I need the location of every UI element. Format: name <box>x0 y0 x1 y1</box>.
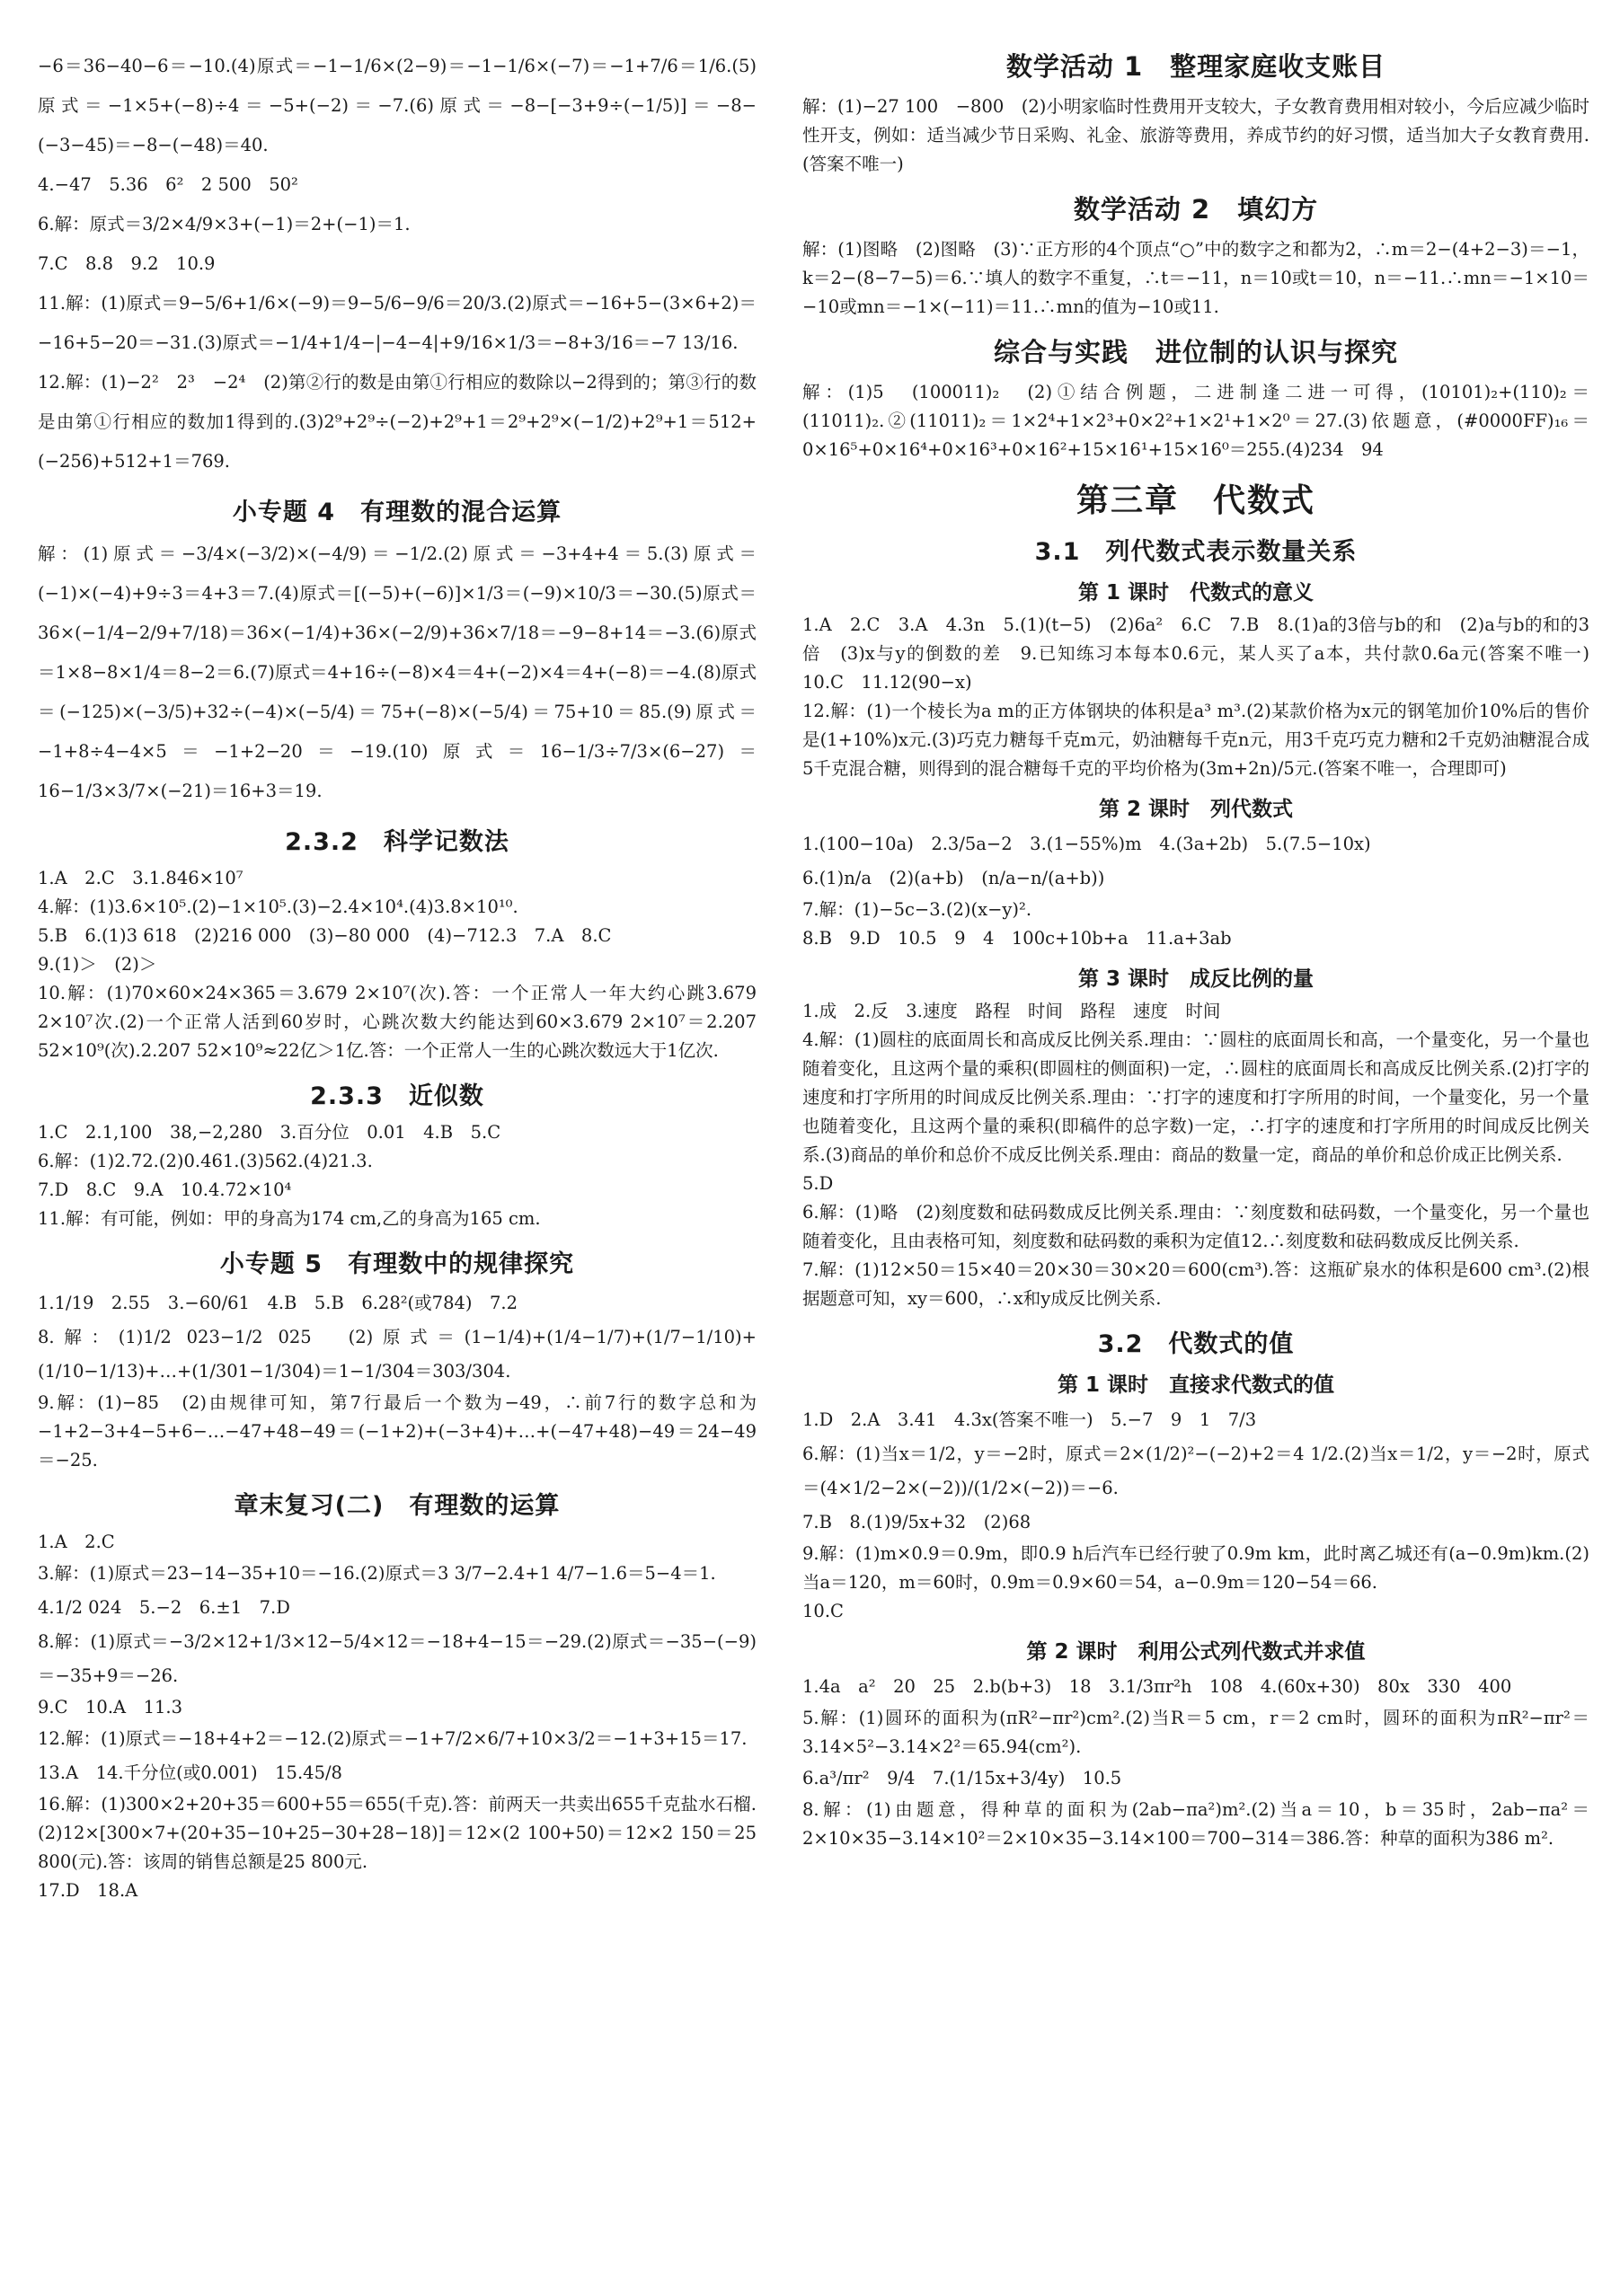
answer-text: 12.解：(1)原式＝−18+4+2＝−12.(2)原式＝−1+7/2×6/7+10×3/2＝−1+3+15＝17. <box>38 1728 748 1749</box>
answer-text: 1.1/19 2.55 3.−60/61 4.B 5.B 6.28²(或784) 7.2 <box>38 1293 518 1313</box>
answer-text: 7.解：(1)−5c−3.(2)(x−y)². <box>802 899 1032 920</box>
answer-text: 1.(100−10a) 2.3/5a−2 3.(1−55%)m 4.(3a+2b) 5.(7.5−10x) <box>802 834 1371 854</box>
lesson-heading: 第 2 课时 列代数式 <box>1098 798 1294 821</box>
answer-text: 9.(1)＞ (2)＞ <box>38 954 157 975</box>
answer-text: 1.A 2.C 3.1.846×10⁷ <box>38 868 243 888</box>
answer-text: 11.解：有可能，例如：甲的身高为174 cm,乙的身高为165 cm. <box>38 1208 541 1229</box>
answer-text: 1.成 2.反 3.速度 路程 时间 路程 速度 时间 <box>802 1001 1221 1021</box>
section-heading: 3.2 代数式的值 <box>1097 1330 1295 1358</box>
answer-text: 9.解：(1)m×0.9＝0.9m，即0.9 h后汽车已经行驶了0.9m km，此时离乙城还有(a−0.9m)km.(2)当a＝120，m＝60时，0.9m＝0.9×60＝54，a−0.9m＝120−54＝66. <box>802 1543 1589 1593</box>
answer-text: 9.C 10.A 11.3 <box>38 1697 183 1718</box>
answer-text: 12.解：(1)一个棱长为a m的正方体钢块的体积是a³ m³.(2)某款价格为x元的钢笔加价10%后的售价是(1+10%)x元.(3)巧克力糖每千克m元，奶油糖每千克n元，用3千克巧克力糖和2千克奶油糖混合成5千克混合糖，则得到的混合糖每千克的平均价格为(3m+2n)/5元.(答案不唯一，合理即可) <box>802 701 1589 779</box>
section-heading: 数学活动 1 整理家庭收支账目 <box>1005 51 1386 82</box>
section-heading: 综合与实践 进位制的认识与探究 <box>993 337 1398 367</box>
answer-text: 6.解：原式＝3/2×4/9×3+(−1)＝2+(−1)＝1. <box>38 214 411 234</box>
answer-text: 解：(1)原式＝−3/4×(−3/2)×(−4/9)＝−1/2.(2)原式＝−3+4+4＝5.(3)原式＝(−1)×(−4)+9÷3＝4+3＝7.(4)原式＝[(−5)+(−6)]×1/3＝(−9)×10/3＝−30.(5)原式＝36×(−1/4−2/9+7/18)＝36×(−1/4)+36×(−2/9)+36×7/18＝−9−8+14＝−3.(6)原式＝1×8−8×1/4＝8−2＝6.(7)原式＝4+16÷(−8)×4＝4+(−2)×4＝4+(−8)＝−4.(8)原式＝(−125)×(−3/5)+32÷(−4)×(−5/4)＝75+(−8)×(−5/4)＝75+10＝85.(9)原式＝−1+8÷4−4×5＝−1+2−20＝−19.(10)原式＝16−1/3÷7/3×(6−27)＝16−1/3×3/7×(−21)＝16+3＝19. <box>38 543 757 801</box>
answer-text: 7.C 8.8 9.2 10.9 <box>38 253 216 274</box>
answer-text: 6.a³/πr² 9/4 7.(1/15x+3/4y) 10.5 <box>802 1768 1122 1788</box>
answer-text: 1.A 2.C <box>38 1532 115 1552</box>
lesson-heading: 第 2 课时 利用公式列代数式并求值 <box>1026 1640 1366 1664</box>
answer-text: 13.A 14.千分位(或0.001) 15.45/8 <box>38 1762 342 1783</box>
answer-text: 17.D 18.A <box>38 1880 138 1901</box>
answer-text: 11.解：(1)原式＝9−5/6+1/6×(−9)＝9−5/6−9/6＝20/3.(2)原式＝−16+5−(3×6+2)＝−16+5−20＝−31.(3)原式＝−1/4+1/4−|−4−4|+9/16×1/3＝−8+3/16＝−7 13/16. <box>38 293 757 353</box>
lesson-heading: 第 1 课时 直接求代数式的值 <box>1057 1373 1335 1397</box>
section-heading: 数学活动 2 填幻方 <box>1073 194 1319 225</box>
answer-text: 7.D 8.C 9.A 10.4.72×10⁴ <box>38 1179 292 1200</box>
answer-text: 8.B 9.D 10.5 9 4 100c+10b+a 11.a+3ab <box>802 928 1232 949</box>
answer-text: 4.1/2 024 5.−2 6.±1 7.D <box>38 1597 290 1618</box>
answer-text: 6.(1)n/a (2)(a+b) (n/a−n/(a+b)) <box>802 868 1105 888</box>
answer-text: 4.−47 5.36 6² 2 500 50² <box>38 174 298 195</box>
answer-text: 5.B 6.(1)3 618 (2)216 000 (3)−80 000 (4)−712.3 7.A 8.C <box>38 925 612 946</box>
answer-text: 6.解：(1)当x＝1/2，y＝−2时，原式＝2×(1/2)²−(−2)+2＝4 1/2.(2)当x＝1/2，y＝−2时，原式＝(4×1/2−2×(−2))/(1/2×(−2))＝−6. <box>802 1444 1589 1498</box>
answer-text: 7.B 8.(1)9/5x+32 (2)68 <box>802 1512 1031 1532</box>
answer-text: 8.解：(1)原式＝−3/2×12+1/3×12−5/4×12＝−18+4−15＝−29.(2)原式＝−35−(−9)＝−35+9＝−26. <box>38 1631 757 1686</box>
answer-text: 5.D <box>802 1173 834 1194</box>
left-column <box>38 47 757 1905</box>
lesson-heading: 第 1 课时 代数式的意义 <box>1077 581 1315 605</box>
answer-text: 6.解：(1)2.72.(2)0.461.(3)562.(4)21.3. <box>38 1151 373 1171</box>
chapter-title: 第三章 代数式 <box>1076 482 1315 519</box>
answer-text: 6.解：(1)略 (2)刻度数和砝码数成反比例关系.理由：∵刻度数和砝码数，一个量变化，另一个量也随着变化，且由表格可知，刻度数和砝码数的乘积为定值12.∴刻度数和砝码数成反比例关系. <box>802 1202 1589 1251</box>
answer-text: 5.解：(1)圆环的面积为(πR²−πr²)cm².(2)当R＝5 cm，r＝2 cm时，圆环的面积为πR²−πr²＝3.14×5²−3.14×2²＝65.94(cm²). <box>802 1708 1589 1757</box>
answer-text: −6＝36−40−6＝−10.(4)原式＝−1−1/6×(2−9)＝−1−1/6×(−7)＝−1+7/6＝1/6.(5)原式＝−1×5+(−8)÷4＝−5+(−2)＝−7.(6)原式＝−8−[−3+9÷(−1/5)]＝−8−(−3−45)＝−8−(−48)＝40. <box>38 56 757 155</box>
answer-text: 8.解：(1)1/2 023−1/2 025 (2)原式＝(1−1/4)+(1/4−1/7)+(1/7−1/10)+(1/10−1/13)+…+(1/301−1/304)＝1−1/304＝303/304. <box>38 1327 757 1382</box>
answer-text: 4.解：(1)3.6×10⁵.(2)−1×10⁵.(3)−2.4×10⁴.(4)3.8×10¹⁰. <box>38 896 518 917</box>
answer-text: 16.解：(1)300×2+20+35＝600+55＝655(千克).答：前两天一共卖出655千克盐水石榴.(2)12×[300×7+(20+35−10+25−30+28−18)]＝12×(2 100+50)＝12×2 150＝25 800(元).答：该周的销售总额是25 800元. <box>38 1794 757 1872</box>
section-heading: 小专题 5 有理数中的规律探究 <box>219 1250 575 1278</box>
answer-text: 3.解：(1)原式＝23−14−35+10＝−16.(2)原式＝3 3/7−2.4+1 4/7−1.6＝5−4＝1. <box>38 1563 716 1584</box>
answer-text: 解：(1)图略 (2)图略 (3)∵正方形的4个顶点“○”中的数字之和都为2，∴m＝2−(4+2−3)＝−1，k＝2−(8−7−5)＝6.∵填人的数字不重复，∴t＝−11，n＝10或t＝10，n＝−11.∴mn＝−1×10＝−10或mn＝−1×(−11)＝11.∴mn的值为−10或11. <box>802 239 1589 317</box>
answer-text: 1.4a a² 20 25 2.b(b+3) 18 3.1/3πr²h 108 4.(60x+30) 80x 330 400 <box>802 1676 1512 1697</box>
section-heading: 2.3.3 近似数 <box>310 1082 484 1110</box>
answer-text: 4.解：(1)圆柱的底面周长和高成反比例关系.理由：∵圆柱的底面周长和高，一个量变化，另一个量也随着变化，且这两个量的乘积(即圆柱的侧面积)一定，∴圆柱的底面周长和高成反比例关系.(2)打字的速度和打字所用的时间成反比例关系.理由：∵打字的速度和打字所用的时间，一个量变化，另一个量也随着变化，且这两个量的乘积(即稿件的总字数)一定，∴打字的速度和打字所用的时间成反比例关系.(3)商品的单价和总价不成反比例关系.理由：商品的数量一定，商品的单价和总价成正比例关系. <box>802 1029 1589 1165</box>
answer-text: 1.A 2.C 3.A 4.3n 5.(1)(t−5) (2)6a² 6.C 7.B 8.(1)a的3倍与b的和 (2)a与b的和的3倍 (3)x与y的倒数的差 9.已知练习本每本0.6元，某人买了a本，共付款0.6a元(答案不唯一) 10.C 11.12(90−x) <box>802 614 1607 693</box>
section-heading: 3.1 列代数式表示数量关系 <box>1034 538 1358 566</box>
answer-text: 10.C <box>802 1601 844 1621</box>
section-heading: 小专题 4 有理数的混合运算 <box>232 499 562 526</box>
answer-text: 10.解：(1)70×60×24×365＝3.679 2×10⁷(次).答：一个正常人一年大约心跳3.679 2×10⁷次.(2)一个正常人活到60岁时，心跳次数大约能达到60×3.679 2×10⁷＝2.207 52×10⁹(次).2.207 52×10⁹≈22亿＞1亿.答：一个正常人一生的心跳次数远大于1亿次. <box>38 983 757 1061</box>
answer-text: 9.解：(1)−85 (2)由规律可知，第7行最后一个数为−49，∴前7行的数字总和为−1+2−3+4−5+6−…−47+48−49＝(−1+2)+(−3+4)+…+(−47+48)−49＝24−49＝−25. <box>38 1392 757 1470</box>
section-heading: 章末复习(二) 有理数的运算 <box>234 1492 561 1520</box>
answer-text: 解：(1)5 (100011)₂ (2)①结合例题，二进制逢二进一可得，(10101)₂+(110)₂＝(11011)₂.②(11011)₂＝1×2⁴+1×2³+0×2²+1×2¹+1×2⁰＝27.(3)依题意，(#0000FF)₁₆＝0×16⁵+0×16⁴+0×16³+0×16²+15×16¹+15×16⁰＝255.(4)234 94 <box>802 382 1589 460</box>
answer-text: 1.C 2.1,100 38,−2,280 3.百分位 0.01 4.B 5.C <box>38 1122 501 1143</box>
answer-text: 8.解：(1)由题意，得种草的面积为(2ab−πa²)m².(2)当a＝10，b＝35时，2ab−πa²＝2×10×35−3.14×10²＝2×10×35−3.14×100＝700−314＝386.答：种草的面积为386 m². <box>802 1799 1589 1849</box>
right-column <box>802 47 1607 1853</box>
section-heading: 2.3.2 科学记数法 <box>285 828 509 856</box>
lesson-heading: 第 3 课时 成反比例的量 <box>1077 967 1315 991</box>
answer-text: 7.解：(1)12×50＝15×40＝20×30＝30×20＝600(cm³).答：这瓶矿泉水的体积是600 cm³.(2)根据题意可知，xy＝600，∴x和y成反比例关系. <box>802 1259 1589 1309</box>
answer-text: 1.D 2.A 3.41 4.3x(答案不唯一) 5.−7 9 1 7/3 <box>802 1409 1257 1430</box>
answer-text: 12.解：(1)−2² 2³ −2⁴ (2)第②行的数是由第①行相应的数除以−2得到的；第③行的数是由第①行相应的数加1得到的.(3)2⁹+2⁹÷(−2)+2⁹+1＝2⁹+2⁹×(−1/2)+2⁹+1＝512+(−256)+512+1＝769. <box>38 372 757 472</box>
answer-text: 解：(1)−27 100 −800 (2)小明家临时性费用开支较大，子女教育费用相对较小，今后应减少临时性开支，例如：适当减少节日采购、礼金、旅游等费用，养成节约的好习惯，适当加大子女教育费用.(答案不唯一) <box>802 96 1589 174</box>
